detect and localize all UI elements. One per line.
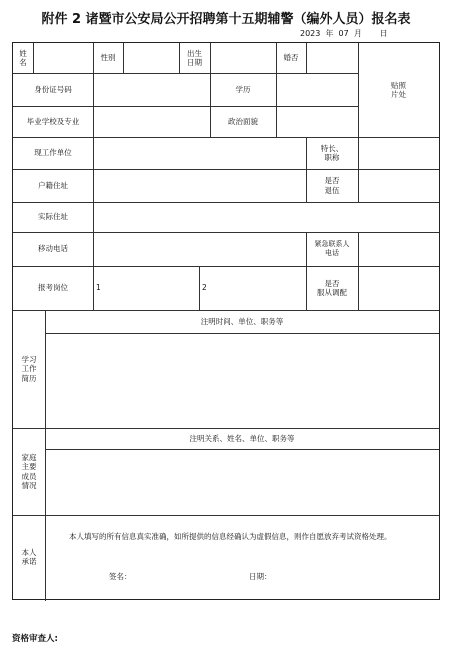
col-line bbox=[33, 43, 34, 73]
col-line bbox=[199, 266, 200, 310]
birth-date-label: 出生 日期 bbox=[187, 48, 202, 67]
col-line bbox=[123, 43, 124, 73]
date-month: 07 bbox=[338, 29, 349, 38]
study-work-history-label: 学习 工作 简历 bbox=[21, 354, 37, 383]
col-line bbox=[93, 73, 94, 310]
political-status-label: 政治面貌 bbox=[228, 116, 258, 126]
specialty-label: 特长、 职称 bbox=[320, 143, 344, 162]
marital-label: 婚否 bbox=[283, 53, 299, 63]
date-year: 2023 bbox=[300, 29, 321, 38]
emergency-contact-label: 紧急联系人 电话 bbox=[314, 240, 350, 257]
current-employer-label: 现工作单位 bbox=[34, 148, 72, 158]
applicant-pledge-label: 本人 承诺 bbox=[21, 547, 37, 566]
col-line bbox=[306, 43, 307, 73]
registration-form bbox=[12, 42, 440, 600]
history-note: 注明时间、单位、职务等 bbox=[200, 316, 284, 326]
family-members-label: 家庭 主要 成员 情况 bbox=[21, 452, 37, 490]
col-line bbox=[358, 232, 359, 310]
id-number-label: 身份证号码 bbox=[34, 84, 72, 94]
photo-placeholder: 贴照 片处 bbox=[391, 80, 406, 99]
obey-adjust-label: 是否 服从调配 bbox=[317, 278, 347, 297]
family-note: 注明关系、姓名、单位、职务等 bbox=[189, 433, 295, 443]
date-day-label: 日 bbox=[379, 29, 388, 38]
signature-label: 签名： bbox=[109, 572, 132, 581]
row-line bbox=[45, 333, 439, 334]
col-line bbox=[45, 310, 46, 601]
position-choice-1: 1 bbox=[96, 283, 101, 293]
col-line bbox=[276, 73, 277, 137]
col-line bbox=[210, 43, 211, 73]
gender-label: 性别 bbox=[100, 53, 116, 63]
row-line bbox=[13, 515, 439, 516]
form-date bbox=[300, 28, 388, 39]
veteran-label: 是否 退伍 bbox=[324, 176, 340, 195]
col-line bbox=[358, 137, 359, 202]
form-title: 附件 2 诸暨市公安局公开招聘第十五期辅警（编外人员）报名表 bbox=[41, 12, 411, 27]
position-label: 报考岗位 bbox=[38, 283, 68, 293]
row-line bbox=[45, 449, 439, 450]
reviewer-label: 资格审查人: bbox=[12, 634, 58, 644]
pledge-text: 本人填写的所有信息真实准确，如所提供的信息经确认为虚假信息，则作自愿放弃考试资格处理。 bbox=[69, 532, 392, 541]
education-label: 学历 bbox=[235, 84, 251, 94]
position-choice-2: 2 bbox=[202, 283, 207, 293]
school-major-label: 毕业学校及专业 bbox=[26, 116, 80, 126]
signature-date-label: 日期： bbox=[249, 572, 272, 581]
actual-address-label: 实际住址 bbox=[38, 212, 68, 222]
date-year-label: 年 bbox=[325, 29, 334, 38]
mobile-label: 移动电话 bbox=[38, 244, 68, 254]
household-address-label: 户籍住址 bbox=[38, 180, 68, 190]
date-month-label: 月 bbox=[353, 29, 362, 38]
name-label: 姓 名 bbox=[19, 48, 27, 67]
